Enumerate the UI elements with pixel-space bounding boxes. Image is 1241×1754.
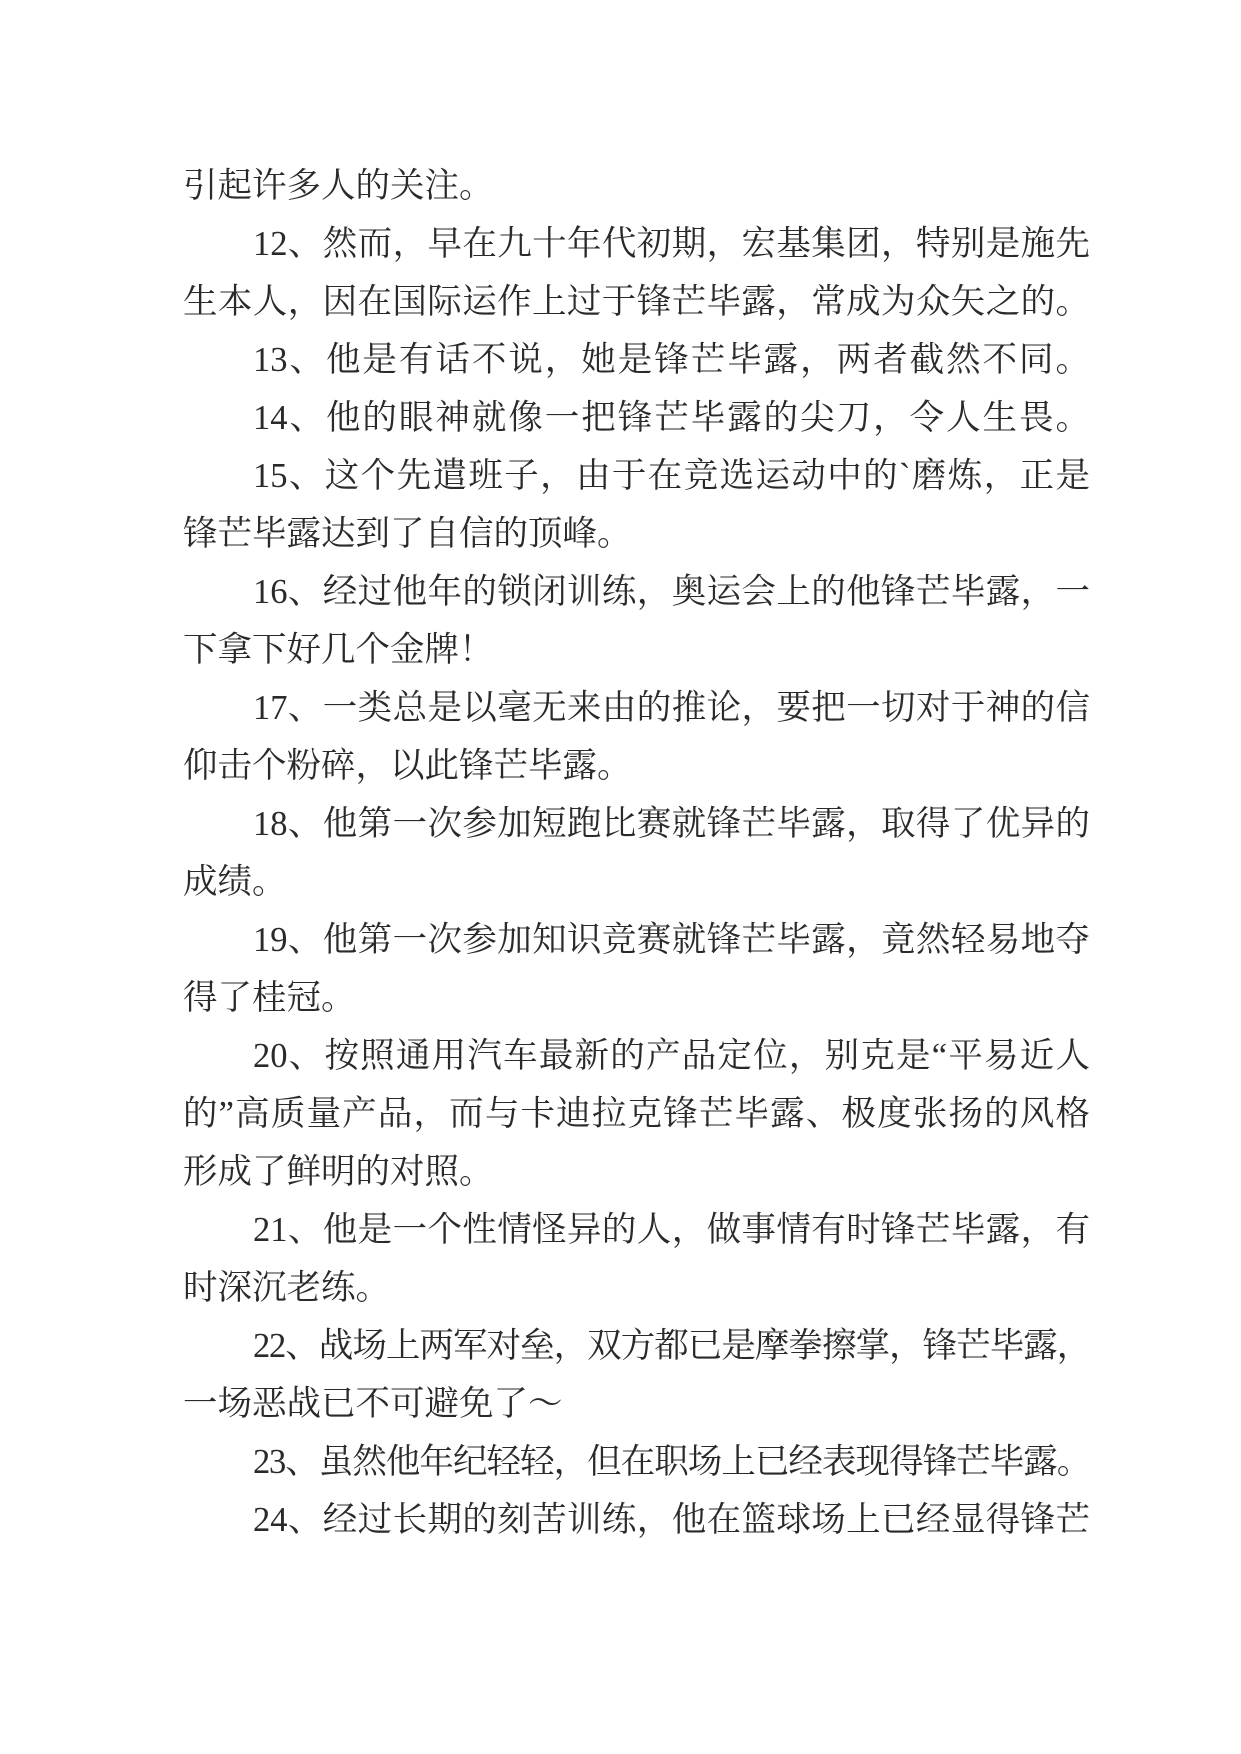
text-line: 14、他的眼神就像一把锋芒毕露的尖刀，令人生畏。 xyxy=(253,399,1090,437)
sentence-paragraph xyxy=(183,447,1090,563)
text-line: 21、他是一个性情怪异的人，做事情有时锋芒毕露，有 xyxy=(253,1211,1090,1249)
text-line: 生本人，因在国际运作上过于锋芒毕露，常成为众矢之的。 xyxy=(183,283,1090,321)
text-line: 20、按照通用汽车最新的产品定位，别克是“平易近人 xyxy=(253,1037,1090,1075)
sentence-list xyxy=(183,157,1090,1549)
sentence-paragraph xyxy=(183,1433,1090,1491)
text-line: 时深沉老练。 xyxy=(183,1269,390,1307)
sentence-paragraph xyxy=(183,1027,1090,1201)
text-line: 18、他第一次参加短跑比赛就锋芒毕露，取得了优异的 xyxy=(253,805,1090,843)
text-line: 锋芒毕露达到了自信的顶峰。 xyxy=(183,515,632,553)
text-line: 形成了鲜明的对照。 xyxy=(183,1153,494,1191)
sentence-paragraph xyxy=(183,215,1090,331)
sentence-paragraph xyxy=(183,1491,1090,1549)
sentence-paragraph xyxy=(183,911,1090,1027)
sentence-paragraph xyxy=(183,157,1090,215)
text-line: 13、他是有话不说，她是锋芒毕露，两者截然不同。 xyxy=(253,341,1090,379)
sentence-paragraph xyxy=(183,1317,1090,1433)
text-line: 的”高质量产品，而与卡迪拉克锋芒毕露、极度张扬的风格 xyxy=(183,1095,1090,1133)
text-line: 引起许多人的关注。 xyxy=(183,167,494,205)
sentence-paragraph xyxy=(183,1201,1090,1317)
text-line: 24、经过长期的刻苦训练，他在篮球场上已经显得锋芒 xyxy=(253,1501,1090,1539)
text-line: 一场恶战已不可避免了～ xyxy=(183,1385,563,1423)
sentence-paragraph xyxy=(183,331,1090,389)
sentence-paragraph xyxy=(183,795,1090,911)
text-line: 22、战场上两军对垒，双方都已是摩拳擦掌，锋芒毕露， xyxy=(253,1327,1090,1365)
text-line: 23、虽然他年纪轻轻，但在职场上已经表现得锋芒毕露。 xyxy=(253,1443,1090,1481)
text-line: 12、然而，早在九十年代初期，宏基集团，特别是施先 xyxy=(253,225,1090,263)
text-line: 17、一类总是以毫无来由的推论，要把一切对于神的信 xyxy=(253,689,1090,727)
text-line: 成绩。 xyxy=(183,863,287,901)
text-line: 仰击个粉碎，以此锋芒毕露。 xyxy=(183,747,632,785)
text-line: 得了桂冠。 xyxy=(183,979,356,1017)
text-line: 下拿下好几个金牌！ xyxy=(183,631,494,669)
text-line: 16、经过他年的锁闭训练，奥运会上的他锋芒毕露，一 xyxy=(253,573,1090,611)
sentence-paragraph xyxy=(183,679,1090,795)
sentence-paragraph xyxy=(183,563,1090,679)
text-line: 15、这个先遣班子，由于在竞选运动中的`磨炼，正是 xyxy=(253,457,1090,495)
text-line: 19、他第一次参加知识竞赛就锋芒毕露，竟然轻易地夺 xyxy=(253,921,1090,959)
sentence-paragraph xyxy=(183,389,1090,447)
